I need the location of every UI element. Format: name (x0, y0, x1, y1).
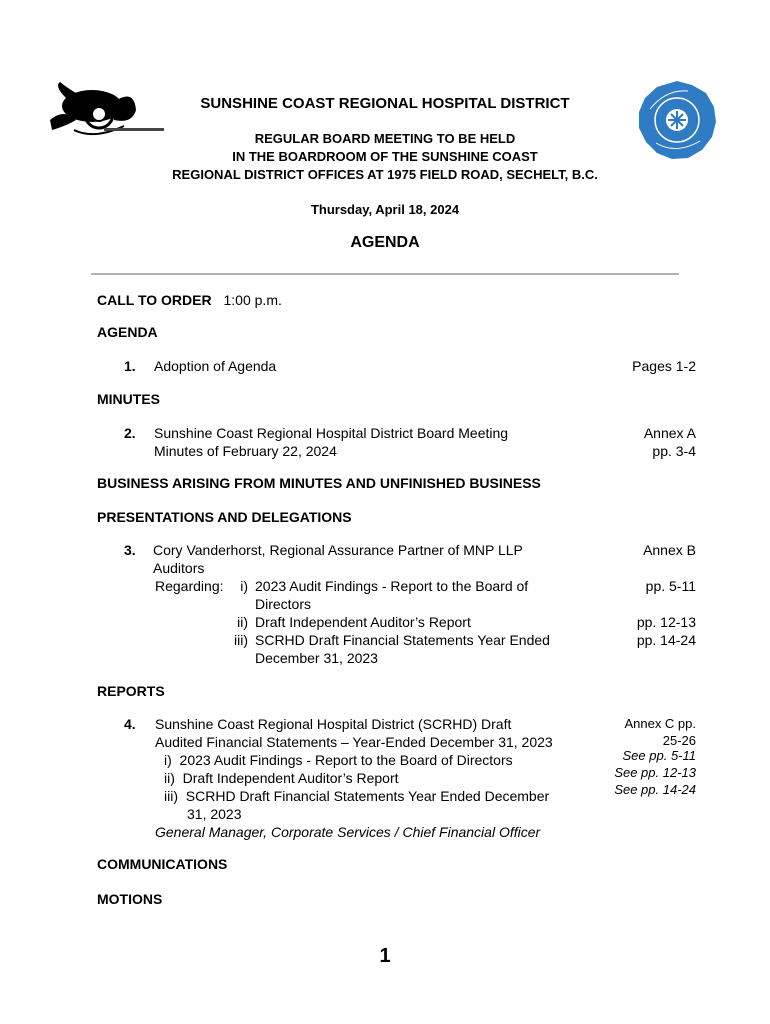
item-4-line-2: Audited Financial Statements – Year-Ended December 31, 2023 (155, 734, 553, 750)
item-4-sub-3-line-2: 31, 2023 (187, 806, 242, 822)
item-1-text: Adoption of Agenda (154, 358, 277, 374)
item-3-line-2: Auditors (153, 560, 205, 576)
meeting-date: Thursday, April 18, 2024 (310, 202, 460, 217)
item-2-line-1: Sunshine Coast Regional Hospital District Board Meeting (154, 425, 509, 441)
call-to-order-time: 1:00 p.m. (223, 292, 282, 308)
agenda-heading: AGENDA (350, 234, 420, 251)
section-business-arising: BUSINESS ARISING FROM MINUTES AND UNFINISHED BUSINESS (97, 475, 541, 491)
item-3-ref-2: pp. 12-13 (636, 614, 696, 630)
section-agenda: AGENDA (97, 324, 158, 340)
item-4-presenter: General Manager, Corporate Services / Chief Financial Officer (155, 824, 541, 840)
meeting-line-2: IN THE BOARDROOM OF THE SUNSHINE COAST (232, 149, 538, 164)
item-3-number: 3. (124, 542, 136, 558)
meeting-line-1: REGULAR BOARD MEETING TO BE HELD (254, 131, 516, 146)
call-to-order (97, 291, 282, 309)
item-3-sub-3-line-1: SCRHD Draft Financial Statements Year Ended (255, 632, 550, 648)
district-title: SUNSHINE COAST REGIONAL HOSPITAL DISTRICT (200, 95, 570, 112)
item-1-number: 1. (124, 358, 136, 374)
divider (91, 273, 679, 275)
section-communications: COMMUNICATIONS (97, 856, 228, 872)
item-3-ref-annex: Annex B (643, 542, 696, 558)
item-4-ref-annex: Annex C pp. (624, 716, 696, 731)
item-4-sub-3-line-1: iii) SCRHD Draft Financial Statements Year Ended December (164, 788, 550, 804)
section-presentations: PRESENTATIONS AND DELEGATIONS (97, 509, 352, 525)
item-2-line-2: Minutes of February 22, 2024 (154, 443, 337, 459)
item-4-sub-2: ii) Draft Independent Auditor’s Report (164, 770, 399, 786)
item-3-sub-3-number: iii) (234, 632, 248, 648)
item-2-ref-1: Annex A (643, 425, 696, 441)
item-2-ref-2: pp. 3-4 (652, 443, 696, 459)
call-to-order-label: CALL TO ORDER (97, 292, 212, 308)
meeting-line-3: REGIONAL DISTRICT OFFICES AT 1975 FIELD ROAD, SECHELT, B.C. (172, 167, 598, 182)
item-4-number: 4. (124, 716, 136, 732)
item-4-ref-see-2: See pp. 12-13 (614, 765, 696, 780)
item-2-number: 2. (124, 425, 136, 441)
item-4-ref-see-1: See pp. 5-11 (622, 748, 696, 763)
section-reports: REPORTS (97, 683, 165, 699)
item-4-ref-pages: 25-26 (662, 733, 696, 748)
item-3-ref-3: pp. 14-24 (636, 632, 696, 648)
section-motions: MOTIONS (97, 891, 163, 907)
item-3-sub-1-line-1: 2023 Audit Findings - Report to the Board of (255, 578, 529, 594)
item-3-sub-2-number: ii) (237, 614, 248, 630)
item-4-sub-1: i) 2023 Audit Findings - Report to the Board of Directors (164, 752, 513, 768)
page-number: 1 (379, 945, 391, 967)
item-4-line-1: Sunshine Coast Regional Hospital District (SCRHD) Draft (155, 716, 512, 732)
item-3-sub-1-number: i) (240, 578, 248, 594)
section-minutes: MINUTES (97, 391, 160, 407)
item-3-regarding: Regarding: (155, 578, 224, 594)
item-3-line-1: Cory Vanderhorst, Regional Assurance Partner of MNP LLP (153, 542, 523, 558)
item-4-ref-see-3: See pp. 14-24 (614, 782, 696, 797)
item-3-sub-2: Draft Independent Auditor’s Report (255, 614, 471, 630)
item-3-ref-1: pp. 5-11 (645, 578, 696, 594)
item-3-sub-1-line-2: Directors (255, 596, 312, 612)
item-3-sub-3-line-2: December 31, 2023 (255, 650, 378, 666)
item-1-ref: Pages 1-2 (632, 358, 696, 374)
